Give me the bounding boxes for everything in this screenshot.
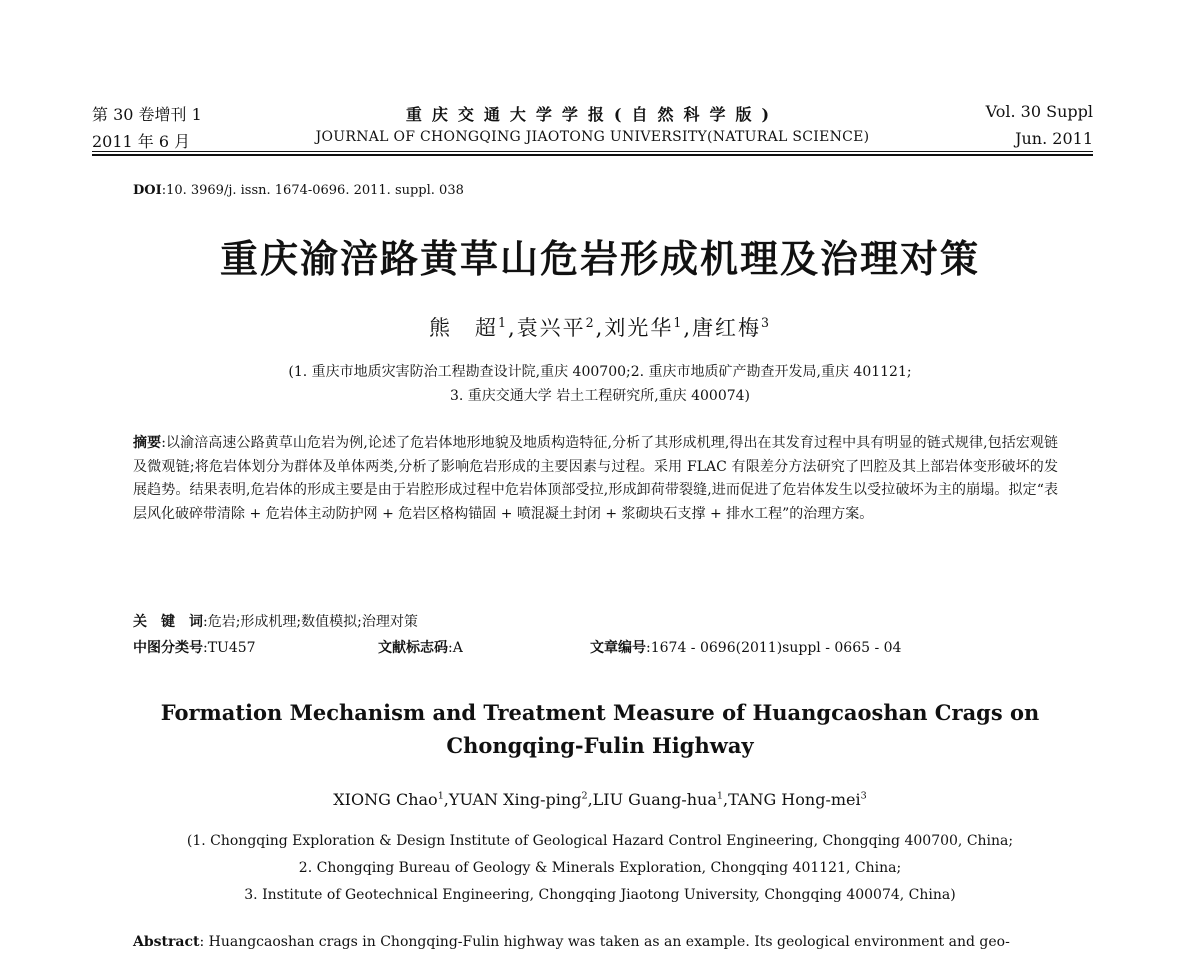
english-abstract-text: : Huangcaoshan crags in Chongqing-Fulin highway was taken as an example. Its geological environment and geo- xyxy=(199,934,1010,950)
article-number-value: :1674 - 0696(2011)suppl - 0665 - 04 xyxy=(646,640,902,656)
author-affiliation-mark: 1 xyxy=(497,315,508,330)
article-number xyxy=(590,637,901,657)
english-abstract xyxy=(133,934,1010,950)
english-authors xyxy=(0,790,1200,809)
doi-line xyxy=(133,183,464,198)
author-name: XIONG Chao xyxy=(333,790,438,809)
chinese-title: 重庆渝涪路黄草山危岩形成机理及治理对策 xyxy=(219,237,980,281)
english-abstract-label: Abstract xyxy=(133,934,200,950)
english-affiliation-line: (1. Chongqing Exploration & Design Institute of Geological Hazard Control Engineering, Chongqing 400700, China; xyxy=(186,833,1014,849)
author-name: 熊 超 xyxy=(428,316,498,340)
author-name: ,LIU Guang-hua xyxy=(587,790,717,809)
english-title-line-2: Chongqing-Fulin Highway xyxy=(446,733,754,758)
volume-cn: 第 30 卷增刊 1 xyxy=(92,105,202,124)
author-affiliation-mark: 3 xyxy=(860,790,867,802)
author-affiliation-mark: 1 xyxy=(437,790,444,802)
author-affiliation-mark: 1 xyxy=(673,315,684,330)
article-number-label: 文章编号 xyxy=(590,640,646,656)
chinese-affiliation-line: (1. 重庆市地质灾害防治工程勘查设计院,重庆 400700;2. 重庆市地质矿产勘查开发局,重庆 401121; xyxy=(288,364,912,380)
header-rule-thick xyxy=(92,154,1093,156)
author-affiliation-mark: 2 xyxy=(585,315,596,330)
english-affiliation-line: 2. Chongqing Bureau of Geology & Minerals Exploration, Chongqing 401121, China; xyxy=(298,860,902,876)
author-affiliation-mark: 2 xyxy=(581,790,588,802)
author-name: ,YUAN Xing-ping xyxy=(443,790,582,809)
journal-name-en: JOURNAL OF CHONGQING JIAOTONG UNIVERSITY(NATURAL SCIENCE) xyxy=(315,129,870,145)
keywords-label: 关 键 词 xyxy=(133,614,203,630)
date-en: Jun. 2011 xyxy=(1015,129,1093,148)
volume-en: Vol. 30 Suppl xyxy=(985,102,1093,121)
document-code-value: :A xyxy=(448,640,463,656)
english-affiliation-line: 3. Institute of Geotechnical Engineering, Chongqing Jiaotong University, Chongqing 400074, China) xyxy=(244,887,956,903)
document-code xyxy=(378,637,463,657)
author-affiliation-mark: 3 xyxy=(761,315,772,330)
english-title xyxy=(0,696,1200,762)
chinese-affiliation-line: 3. 重庆交通大学 岩土工程研究所,重庆 400074) xyxy=(449,388,751,404)
chinese-abstract-text: :以渝涪高速公路黄草山危岩为例,论述了危岩体地形地貌及地质构造特征,分析了其形成机理,得出在其发育过程中具有明显的链式规律,包括宏观链及微观链;将危岩体划分为群体及单体两类,分析了影响危岩形成的主要因素与过程。采用 FLAC 有限差分方法研究了凹腔及其上部岩体变形破坏的发展趋势。结果表明,危岩体的形成主要是由于岩腔形成过程中危岩体顶部受拉,形成卸荷带裂缝,进而促进了危岩体发生以受拉破坏为主的崩塌。拟定“表层风化破碎带清除 + 危岩体主动防护网 + 危岩区格构锚固 + 喷混凝土封闭 + 浆砌块石支撑 + 排水工程”的治理方案。 xyxy=(133,435,1059,522)
author-name: ,TANG Hong-mei xyxy=(723,790,861,809)
clc-label: 中图分类号 xyxy=(133,640,203,656)
chinese-authors xyxy=(0,312,1200,342)
doi-label: DOI xyxy=(133,183,162,198)
doi-value: :10. 3969/j. issn. 1674-0696. 2011. suppl. 038 xyxy=(161,183,464,198)
keywords-text: :危岩;形成机理;数值模拟;治理对策 xyxy=(203,614,418,630)
clc-value: :TU457 xyxy=(203,640,256,656)
journal-name-cn: 重庆交通大学学报(自然科学版) xyxy=(405,105,780,124)
author-name: ,刘光华 xyxy=(595,316,674,340)
author-name: ,唐红梅 xyxy=(683,316,762,340)
chinese-abstract-label: 摘要 xyxy=(133,435,162,451)
date-cn: 2011 年 6 月 xyxy=(92,132,191,151)
author-name: ,袁兴平 xyxy=(507,316,586,340)
author-affiliation-mark: 1 xyxy=(716,790,723,802)
document-code-label: 文献标志码 xyxy=(378,640,448,656)
chinese-keywords xyxy=(133,611,418,631)
english-title-line-1: Formation Mechanism and Treatment Measure of Huangcaoshan Crags on xyxy=(160,700,1040,725)
header-rule-thin xyxy=(92,151,1093,152)
chinese-abstract xyxy=(133,432,1058,526)
clc-number xyxy=(133,637,256,657)
